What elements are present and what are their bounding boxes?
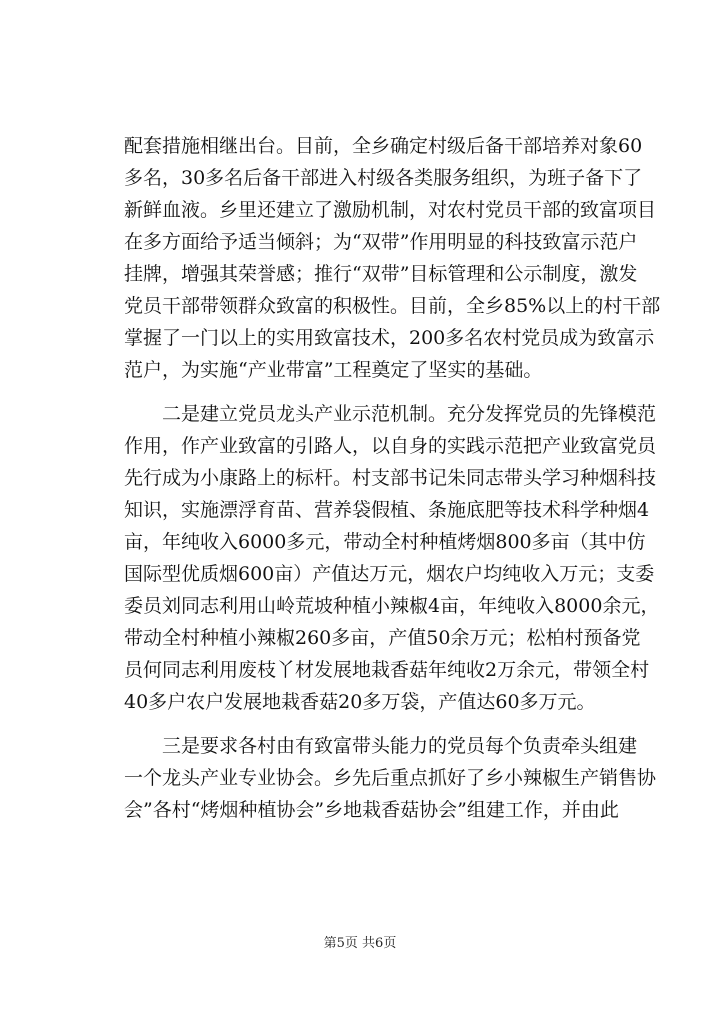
- paragraph-gap: [124, 718, 620, 730]
- text-line: 多名，30多名后备干部进入村级各类服务组织，为班子备下了: [124, 167, 643, 189]
- text-line: 党员干部带领群众致富的积极性。目前，全乡85%以上的村干部: [124, 295, 661, 317]
- text-line: 先行成为小康路上的标杆。村支部书记朱同志带头学习种烟科技: [124, 467, 657, 489]
- text-line: 新鲜血液。乡里还建立了激励机制，对农村党员干部的致富项目: [124, 199, 657, 221]
- text-line: 作用，作产业致富的引路人，以自身的实践示范把产业致富党员: [124, 435, 657, 457]
- text-line: 知识，实施漂浮育苗、营养袋假植、条施底肥等技术科学种烟4: [124, 499, 650, 521]
- text-line: 三是要求各村由有致富带头能力的党员每个负责牵头组建: [124, 735, 638, 757]
- text-line: 一个龙头产业专业协会。乡先后重点抓好了乡小辣椒生产销售协: [124, 767, 657, 789]
- text-line: 掌握了一门以上的实用致富技术，200多名农村党员成为致富示: [124, 327, 655, 349]
- text-line: 在多方面给予适当倾斜；为“双带”作用明显的科技致富示范户: [124, 231, 638, 253]
- text-line: 带动全村种植小辣椒260多亩，产值50余万元；松柏村预备党: [124, 627, 641, 649]
- text-line: 二是建立党员龙头产业示范机制。充分发挥党员的先锋模范: [124, 403, 657, 425]
- text-line: 范户，为实施“产业带富”工程奠定了坚实的基础。: [124, 359, 543, 381]
- text-line: 40多户农户发展地栽香菇20多万袋，产值达60多万元。: [124, 691, 596, 713]
- page-number-footer: 第5页 共6页: [323, 936, 397, 951]
- text-line: 挂牌，增强其荣誉感；推行“双带”目标管理和公示制度，激发: [124, 263, 638, 285]
- text-line: 委员刘同志利用山岭荒坡种植小辣椒4亩，年纯收入8000余元，: [124, 595, 660, 617]
- text-line: 亩，年纯收入6000多元，带动全村种植烤烟800多亩（其中仿: [124, 531, 646, 553]
- text-line: 国际型优质烟600亩）产值达万元，烟农户均纯收入万元；支委: [124, 563, 655, 585]
- paragraph-gap: [124, 386, 620, 398]
- text-line: 会”各村“烤烟种植协会”乡地栽香菇协会”组建工作，并由此: [124, 799, 619, 821]
- document-body: [124, 130, 661, 826]
- text-line: 配套措施相继出台。目前，全乡确定村级后备干部培养对象60: [124, 135, 643, 157]
- text-line: 员何同志利用废枝丫材发展地栽香菇年纯收2万余元，带领全村: [124, 659, 650, 681]
